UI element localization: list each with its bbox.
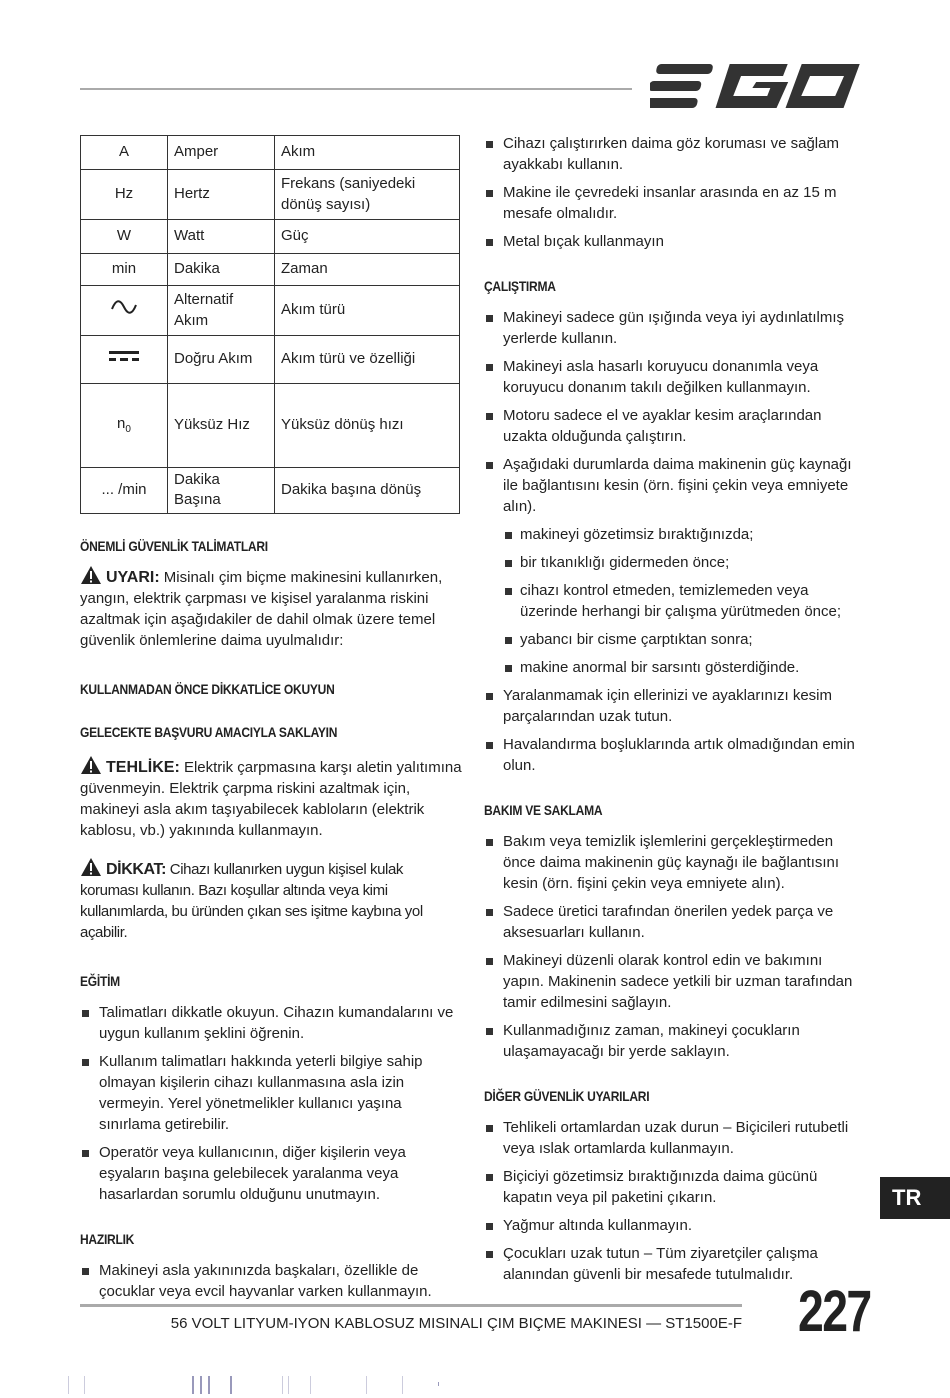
heading-maintenance: BAKIM VE SAKLAMA bbox=[484, 802, 603, 818]
name-cell: Yüksüz Hız bbox=[168, 384, 275, 468]
desc-cell: Akım türü ve özelliği bbox=[275, 336, 460, 384]
symbol-cell: $n_0$ bbox=[81, 384, 168, 468]
desc-cell: Frekans (saniyedeki dönüş sayısı) bbox=[275, 170, 460, 220]
symbol-cell: ... /min bbox=[81, 468, 168, 514]
direct-current-icon bbox=[108, 348, 140, 364]
danger-paragraph: TEHLİKE: Elektrik çarpmasına karşı aletin yalıtımına güvenmeyin. Elektrik çarpma riskini azaltmak için, makineyi asla akım taşıyabilecek kabloların (elektrik kablosu, vb.) yakınında kullanmayın. bbox=[80, 755, 462, 841]
header-rule bbox=[80, 88, 632, 90]
name-cell: Doğru Akım bbox=[168, 336, 275, 384]
table-row bbox=[81, 170, 460, 220]
other-warnings-list bbox=[484, 1117, 866, 1285]
name-cell: Alternatif Akım bbox=[168, 286, 275, 336]
ego-logo bbox=[650, 62, 862, 112]
alternating-current-icon bbox=[110, 299, 138, 315]
heading-read: KULLANMADAN ÖNCE DİKKATLİCE OKUYUN bbox=[80, 681, 335, 697]
desc-cell: Zaman bbox=[275, 254, 460, 286]
desc-cell: Akım türü bbox=[275, 286, 460, 336]
desc-cell: Yüksüz dönüş hızı bbox=[275, 384, 460, 468]
name-cell: Dakika bbox=[168, 254, 275, 286]
list-item: Makine ile çevredeki insanlar arasında en az 15 m mesafe olmalıdır. bbox=[484, 182, 866, 224]
table-row bbox=[81, 286, 460, 336]
list-item: Havalandırma boşluklarında artık olmadığından emin olun. bbox=[484, 734, 866, 776]
sublist-item: makine anormal bir sarsıntı gösterdiğinde. bbox=[503, 657, 866, 678]
symbol-cell: W bbox=[81, 220, 168, 254]
list-item: Operatör veya kullanıcının, diğer kişilerin veya eşyaların başına gelebilecek yaralanma veya hasarlardan sorumlu olduğunu unutmayın. bbox=[80, 1142, 462, 1205]
heading-training: EĞİTİM bbox=[80, 973, 120, 989]
list-item: Makineyi sadece gün ışığında veya iyi aydınlatılmış yerlerde kullanın. bbox=[484, 307, 866, 349]
maintenance-list bbox=[484, 831, 866, 1062]
desc-cell: Akım bbox=[275, 136, 460, 170]
right-column bbox=[484, 133, 866, 1292]
warning-triangle-icon bbox=[80, 857, 102, 877]
symbol-cell: min bbox=[81, 254, 168, 286]
heading-operation: ÇALIŞTIRMA bbox=[484, 278, 556, 294]
footer-rule bbox=[80, 1304, 742, 1307]
table-row bbox=[81, 384, 460, 468]
name-cell: Watt bbox=[168, 220, 275, 254]
sublist-item: makineyi gözetimsiz bıraktığınızda; bbox=[503, 524, 866, 545]
list-item: Yağmur altında kullanmayın. bbox=[484, 1215, 866, 1236]
desc-cell: Güç bbox=[275, 220, 460, 254]
symbol-cell bbox=[81, 286, 168, 336]
name-cell: Dakika Başına bbox=[168, 468, 275, 514]
training-list bbox=[80, 1002, 462, 1205]
list-item: Metal bıçak kullanmayın bbox=[484, 231, 866, 252]
heading-keep: GELECEKTE BAŞVURU AMACIYLA SAKLAYIN bbox=[80, 724, 338, 740]
list-item: Sadece üretici tarafından önerilen yedek parça ve aksesuarları kullanın. bbox=[484, 901, 866, 943]
table-row bbox=[81, 220, 460, 254]
list-item: Aşağıdaki durumlarda daima makinenin güç kaynağı ile bağlantısını kesin (örn. fişini çekin veya emniyete alın). makineyi gözetimsiz bıraktığınızda; bir tıkanıklığı gidermeden önce; cihazı kontrol etmeden, temizlemeden veya üzerinde herhangi bir çalışma yürütmeden önce; yabancı bir cisme çarptıktan sonra; makine anormal bir sarsıntı gösterdiğinde. bbox=[484, 454, 866, 678]
page-number: 227 bbox=[798, 1279, 871, 1344]
list-item: Bakım veya temizlik işlemlerini gerçekleştirmeden önce daima makinenin güç kaynağı ile bağlantısını kesin (örn. fişini çekin veya emniyete alın). bbox=[484, 831, 866, 894]
list-item: Makineyi asla yakınınızda başkaları, özellikle de çocuklar veya evcil hayvanlar varken kullanmayın. bbox=[80, 1260, 462, 1302]
warning-paragraph: UYARI: Misinalı çim biçme makinesini kullanırken, yangın, elektrik çarpması ve kişisel yaralanma riskini azaltmak için aşağıdakiler de dahil olmak üzere temel güvenlik önlemlerine daima uyulmalıdır: bbox=[80, 565, 462, 651]
list-item: Kullanmadığınız zaman, makineyi çocukların ulaşamayacağı bir yerde saklayın. bbox=[484, 1020, 866, 1062]
symbol-cell: Hz bbox=[81, 170, 168, 220]
sublist-item: cihazı kontrol etmeden, temizlemeden veya üzerinde herhangi bir çalışma yürütmeden önce; bbox=[503, 580, 866, 622]
symbol-cell: A bbox=[81, 136, 168, 170]
list-item: Makineyi asla hasarlı koruyucu donanımla veya koruyucu donanım takılı değilken kullanmayın. bbox=[484, 356, 866, 398]
list-item: Kullanım talimatları hakkında yeterli bilgiye sahip olmayan kişilerin cihazı kullanmasına asla izin vermeyin. Yerel yönetmelikler kullanıcı yaşına sınırlama getirebilir. bbox=[80, 1051, 462, 1135]
table-row bbox=[81, 254, 460, 286]
list-item: Talimatları dikkatle okuyun. Cihazın kumandalarını ve uygun kullanım şeklini öğrenin. bbox=[80, 1002, 462, 1044]
list-item: Biçiciyi gözetimsiz bıraktığınızda daima gücünü kapatın veya pil paketini çıkarın. bbox=[484, 1166, 866, 1208]
name-cell: Amper bbox=[168, 136, 275, 170]
warning-triangle-icon bbox=[80, 565, 102, 585]
list-item: Cihazı çalıştırırken daima göz koruması ve sağlam ayakkabı kullanın. bbox=[484, 133, 866, 175]
symbols-table bbox=[80, 135, 460, 514]
left-column bbox=[80, 536, 462, 1309]
operation-list bbox=[484, 307, 866, 776]
table-row bbox=[81, 136, 460, 170]
desc-cell: Dakika başına dönüş bbox=[275, 468, 460, 514]
list-item: Makineyi düzenli olarak kontrol edin ve bakımını yapın. Makinenin sadece yetkili bir uzman tarafından tamir edilmesini sağlayın. bbox=[484, 950, 866, 1013]
list-item: Motoru sadece el ve ayaklar kesim araçlarından uzakta olduğunda çalıştırın. bbox=[484, 405, 866, 447]
caution-paragraph: DİKKAT: Cihazı kullanırken uygun kişisel kulak koruması kullanın. Bazı koşullar altında veya kimi kullanımlarda, bu üründen çıkan ses işitme kaybına yol açabilir. bbox=[80, 857, 462, 943]
table-row bbox=[81, 468, 460, 514]
warning-triangle-icon bbox=[80, 755, 102, 775]
heading-preparation: HAZIRLIK bbox=[80, 1231, 135, 1247]
heading-other-warnings: DİĞER GÜVENLİK UYARILARI bbox=[484, 1088, 650, 1104]
operation-sublist bbox=[503, 524, 866, 678]
list-item: Çocukları uzak tutun – Tüm ziyaretçiler çalışma alanından güvenli bir mesafede tutulmalıdır. bbox=[484, 1243, 866, 1285]
list-item: Tehlikeli ortamlardan uzak durun – Biçicileri rutubetli veya ıslak ortamlarda kullanmayın. bbox=[484, 1117, 866, 1159]
symbol-cell bbox=[81, 336, 168, 384]
language-tab: TR bbox=[880, 1177, 950, 1219]
name-cell: Hertz bbox=[168, 170, 275, 220]
table-row bbox=[81, 336, 460, 384]
sublist-item: bir tıkanıklığı gidermeden önce; bbox=[503, 552, 866, 573]
footer-title: 56 VOLT LITYUM-IYON KABLOSUZ MISINALI ÇIM BIÇME MAKINESI — ST1500E-F bbox=[170, 1315, 742, 1332]
sublist-item: yabancı bir cisme çarptıktan sonra; bbox=[503, 629, 866, 650]
preparation-list-continued bbox=[484, 133, 866, 252]
section-heading-safety: ÖNEMLİ GÜVENLİK TALİMATLARI bbox=[80, 538, 268, 554]
list-item: Yaralanmamak için ellerinizi ve ayaklarınızı kesim parçalarından uzak tutun. bbox=[484, 685, 866, 727]
print-registration-marks bbox=[60, 1376, 460, 1396]
preparation-list bbox=[80, 1260, 462, 1302]
